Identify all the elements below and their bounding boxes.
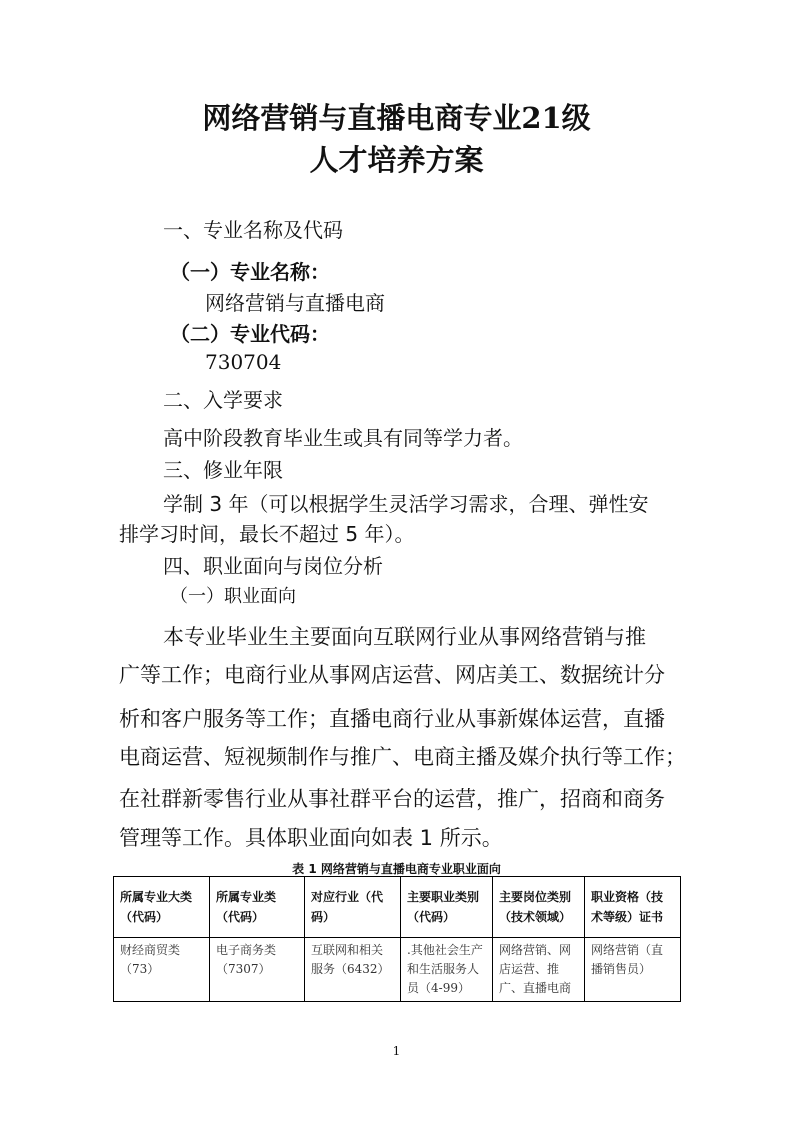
document-title-line1: 网络营销与直播电商专业21级 (202, 101, 591, 135)
table-cell: 电子商务类（7307） (210, 938, 305, 1002)
table-cell: 网络营销（直播销售员） (585, 938, 681, 1002)
occupation-table (113, 876, 681, 1002)
page-number: 1 (392, 1044, 401, 1058)
table-header-cell: 主要职业类别（代码） (401, 877, 493, 938)
section4-para-line: 广等工作；电商行业从事网店运营、网店美工、数据统计分 (119, 663, 665, 687)
section4-para-line: 本专业毕业生主要面向互联网行业从事网络营销与推 (163, 625, 646, 649)
section4-sub1-label: （一）职业面向 (170, 586, 296, 607)
section4-para-line: 在社群新零售行业从事社群平台的运营，推广，招商和商务 (119, 787, 665, 811)
table1-caption: 表 1 网络营销与直播电商专业职业面向 (292, 862, 501, 876)
section1-heading: 一、专业名称及代码 (163, 218, 343, 242)
table-header-cell: 所属专业大类（代码） (114, 877, 210, 938)
section3-heading: 三、修业年限 (163, 458, 283, 482)
section1-sub2-label: （二）专业代码： (170, 322, 330, 346)
section2-text: 高中阶段教育毕业生或具有同等学力者。 (163, 426, 523, 450)
section3-text-line1: 学制 3 年（可以根据学生灵活学习需求，合理、弹性安 (163, 492, 649, 516)
document-title-line2: 人才培养方案 (309, 143, 484, 177)
section4-para-line: 电商运营、短视频制作与推广、电商主播及媒介执行等工作； (119, 745, 686, 769)
section4-para-line: 析和客户服务等工作；直播电商行业从事新媒体运营，直播 (119, 707, 665, 731)
table-cell: 互联网和相关服务（6432） (305, 938, 401, 1002)
section3-text-line2: 排学习时间，最长不超过 5 年）。 (119, 522, 415, 546)
section1-sub2-value: 730704 (205, 350, 282, 374)
table-header-cell: 对应行业（代码） (305, 877, 401, 938)
table-header-cell: 职业资格（技术等级）证书 (585, 877, 681, 938)
section4-para-line: 管理等工作。具体职业面向如表 1 所示。 (119, 826, 503, 850)
table-header-row (114, 877, 681, 938)
table-row (114, 938, 681, 1002)
section4-heading: 四、职业面向与岗位分析 (163, 554, 383, 578)
section2-heading: 二、入学要求 (163, 388, 283, 412)
section1-sub1-value: 网络营销与直播电商 (205, 291, 385, 315)
table-cell: 网络营销、网店运营、推广、直播电商 (493, 938, 585, 1002)
table-cell: .其他社会生产和生活服务人员（4-99） (401, 938, 493, 1002)
table-header-cell: 所属专业类（代码） (210, 877, 305, 938)
table-cell: 财经商贸类（73） (114, 938, 210, 1002)
table-header-cell: 主要岗位类别（技术领域） (493, 877, 585, 938)
section1-sub1-label: （一）专业名称： (170, 260, 330, 284)
